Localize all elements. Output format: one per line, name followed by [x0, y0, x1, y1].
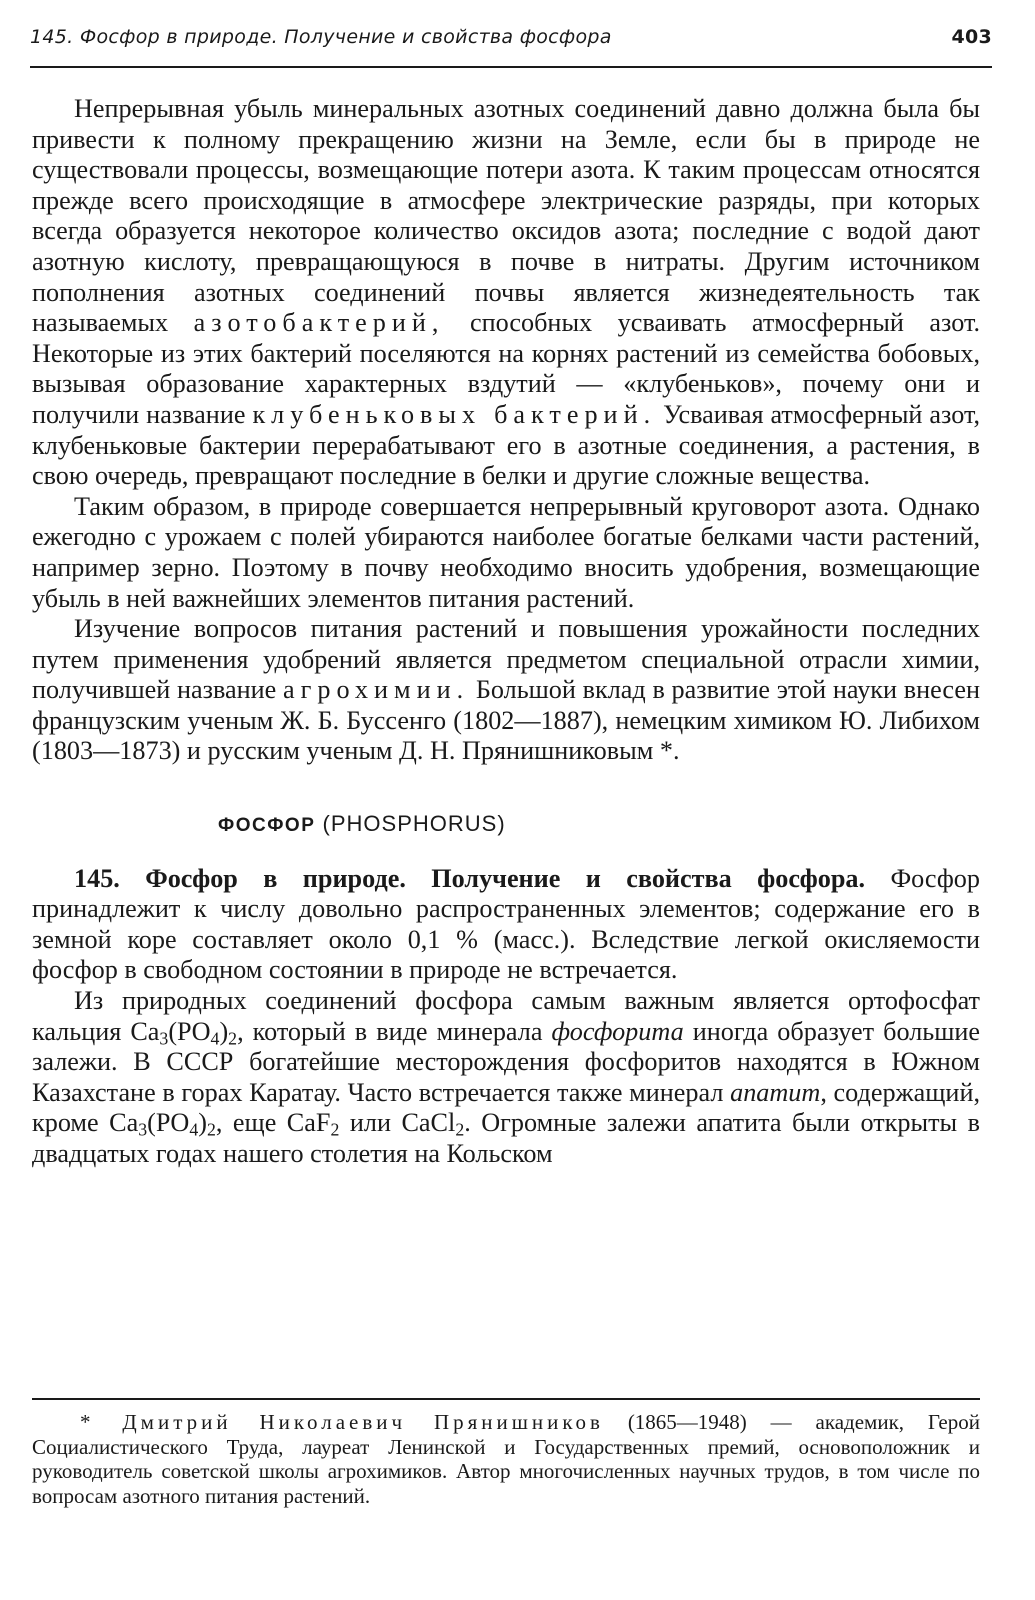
term-agrochemistry: агрохимии. [282, 675, 470, 705]
subsection-title: 145. Фосфор в природе. Получение и свойства фосфора. [74, 863, 866, 893]
section-heading: ФОСФОР (PHOSPHORUS) [218, 811, 506, 837]
running-title: 145. Фосфор в природе. Получение и свойства фосфора [30, 26, 612, 48]
page-number: 403 [951, 26, 992, 48]
footnote: * Дмитрий Николаевич Прянишников (1865—1948) — академик, Герой Социалистического Труда, лауреат Ленинской и Государственных премий, основоположник и руководитель советской школы агрохимиков. Автор многочисленных научных трудов, в том числе по вопросам азотного питания растений. [32, 1410, 980, 1508]
paragraph-fertilizers: Таким образом, в природе совершается непрерывный круговорот азота. Однако ежегодно с урожаем с полей убираются наиболее богатые белками части растений, например зерно. Поэтому в почву необходимо вносить удобрения, возмещающие убыль в ней важнейших элементов питания растений. [32, 491, 980, 613]
page-body [32, 94, 980, 1170]
header-rule [30, 66, 992, 68]
paragraph-phosphorus-intro: 145. Фосфор в природе. Получение и свойства фосфора. Фосфор принадлежит к числу довольно распространенных элементов; содержание его в земной коре составляет около 0,1 % (масс.). Вследствие легкой окисляемости фосфор в свободном состоянии в природе не встречается. [32, 863, 980, 985]
term-apatite: апатит [730, 1077, 821, 1107]
term-nodule-bacteria: клубеньковых бактерий. [252, 399, 657, 429]
running-header [30, 26, 992, 48]
footnote-rule [32, 1398, 980, 1400]
paragraph-agrochemistry: Изучение вопросов питания растений и повышения урожайности последних путем применения удобрений является предметом специальной отрасли химии, получившей название агрохимии. Большой вклад в развитие этой науки внесен французским ученым Ж. Б. Буссенго (1802—1887), немецким химиком Ю. Либихом (1803—1873) и русским ученым Д. Н. Прянишниковым *. [32, 614, 980, 766]
footnote-name: * Дмитрий Николаевич Прянишников [80, 1410, 604, 1434]
term-azotobacteria: азотобактерий, [193, 308, 445, 338]
term-phosphorite: фосфорита [551, 1016, 684, 1046]
paragraph-nitrogen-cycle: Непрерывная убыль минеральных азотных соединений давно должна была бы привести к полному прекращению жизни на Земле, если бы в природе не существовали процессы, возмещающие потери азота. К таким процессам относятся прежде всего происходящие в атмосфере электрические разряды, при которых всегда образуется некоторое количество оксидов азота; последние с водой дают азотную кислоту, превращающуюся в почве в нитраты. Другим источником пополнения азотных соединений почвы является жизнедеятельность так называемых азотобактерий, способных усваивать атмосферный азот. Некоторые из этих бактерий поселяются на корнях растений из семейства бобовых, вызывая образование характерных вздутий — «клубеньков», почему они и получили название клубеньковых бактерий. Усваивая атмосферный азот, клубеньковые бактерии перерабатывают его в азотные соединения, а растения, в свою очередь, превращают последние в белки и другие сложные вещества. [32, 94, 980, 491]
paragraph-phosphorus-minerals: Из природных соединений фосфора самым важным является ортофосфат кальция $Ca_3(PO_4)_2$, который в виде минерала фосфорита иногда образует большие залежи. В СССР богатейшие месторождения фосфоритов находятся в Южном Казахстане в горах Каратау. Часто встречается также минерал апатит, содержащий, кроме $Ca_3(PO_4)_2$, еще CaF$_2$ или CaCl$_2$. Огромные залежи апатита были открыты в двадцатых годах нашего столетия на Кольском [32, 986, 981, 1168]
